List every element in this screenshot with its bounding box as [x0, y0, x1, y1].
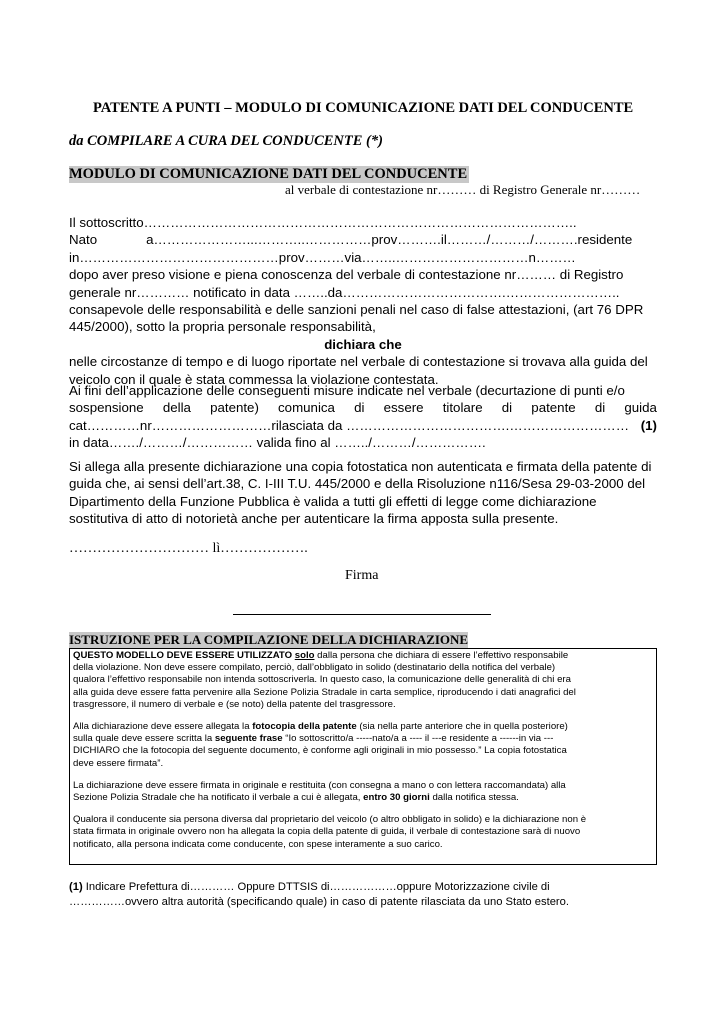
instructions-paragraph-3: [73, 780, 653, 804]
place-date-field: ………………………… lì……………….: [69, 541, 308, 556]
text: notificato, alla persona indicata come conducente, con spese interamente a suo carico.: [73, 838, 443, 850]
license-section: [69, 382, 657, 452]
text: alla guida deve essere fatta pervenire alla Sezione Polizia Stradale in carta semplice, riproducendo i dati anagrafici del: [73, 686, 576, 698]
text: sulla quale deve essere scritta la: [73, 733, 213, 745]
text: trasgressore, il numero di verbale e (se noto) della patente del trasgressore.: [73, 698, 396, 710]
underlined-text: solo: [294, 650, 315, 661]
text: La dichiarazione deve essere firmata in originale e restituita (con consegna a mano o con lettera raccomandata) alla: [73, 779, 566, 791]
instructions-paragraph-4: [73, 814, 653, 851]
instructions-paragraph-1: [73, 650, 653, 711]
fini-line: Ai fini dell’applicazione delle conseguenti misure indicate nel verbale (decurtazione di punti e/o: [69, 383, 625, 398]
bold-text: QUESTO MODELLO DEVE ESSERE UTILIZZATO: [73, 650, 293, 661]
allega-line-4: sostitutiva di atto di notorietà anche per autenticare la firma apposta sulla presente.: [69, 511, 559, 527]
text: Sezione Polizia Stradale che ha notificato il verbale a cui è allegata,: [73, 792, 361, 804]
sottoscritto-line: Il sottoscritto……………………………………………………………………………………..: [69, 215, 577, 230]
word: di: [594, 400, 606, 416]
footnote-ref: (1): [640, 417, 657, 433]
verbale-reference: al verbale di contestazione nr……… di Registro Generale nr………: [285, 182, 641, 197]
instructions-box: [69, 648, 657, 865]
nato-line: [69, 231, 657, 248]
text: Indicare Prefettura di………… Oppure DTTSIS di………………oppure Motorizzazione civile di: [85, 881, 550, 893]
text: deve essere firmata”.: [73, 757, 164, 769]
bold-text: entro 30 giorni: [363, 792, 430, 804]
categoria-fields: cat…………nr………………………rilasciata da ……………………………….………………………: [69, 417, 629, 433]
nato-label: Nato: [69, 232, 98, 248]
text: DICHIARO che la fotocopia del seguente documento, è conforme agli originali in mio possesso.” La copia fotostatica: [73, 745, 567, 757]
verbale-visione-line: dopo aver preso visione e piena conoscenza del verbale di contestazione nr……… di Registro: [69, 267, 624, 283]
text: Alla dichiarazione deve essere allegata la: [73, 721, 250, 733]
validita-line: in data……./………/…………… valida fino al ……../………/…………….: [69, 435, 486, 451]
consapevole-line: consapevole delle responsabilità e delle sanzioni penali nel caso di false attestazioni, (art 76 DPR: [69, 302, 644, 318]
allega-line-3: Dipartimento della Funzione Pubblica è valida a tutti gli effetti di legge come dichiarazione: [69, 493, 597, 509]
text: (sia nella parte anteriore che in quella posteriore): [359, 721, 568, 733]
declarant-form: [69, 214, 657, 388]
veicolo-line: veicolo con il quale è stata commessa la violazione contestata.: [69, 371, 439, 387]
word: di: [501, 400, 513, 416]
word: essere: [383, 400, 424, 416]
word: titolare: [442, 400, 483, 416]
bold-text: fotocopia della patente: [252, 721, 357, 733]
categoria-line: [69, 417, 657, 434]
text: ……………ovvero altra autorità (specificando quale) in caso di patente rilasciata da uno Stato estero.: [69, 895, 569, 908]
word: comunica: [278, 400, 335, 416]
allega-line-2: guida che, ai sensi dell’art.38, C. I-III T.U. 445/2000 e della Risoluzione n116/Sesa 29-03-2000 del: [69, 476, 646, 492]
dichiara-heading: dichiara che: [324, 336, 402, 352]
sospensione-line: [69, 399, 657, 416]
notifica-line: generale nr………… notificato in data ……..da……………………………….……………………..: [69, 284, 620, 300]
signature-line: [233, 614, 491, 615]
word: guida: [624, 400, 657, 416]
word: di: [354, 400, 365, 416]
nato-fields: a…………………...………..……………prov……….il………/………/……….residente: [146, 232, 633, 248]
module-heading: MODULO DI COMUNICAZIONE DATI DEL CONDUCENTE: [69, 166, 468, 182]
text: dalla persona che dichiara di essere l’effettivo responsabile: [317, 650, 569, 661]
bold-text: seguente frase: [214, 733, 283, 745]
circostanze-line: nelle circostanze di tempo e di luogo riportate nel verbale di contestazione si trovava alla guida del: [69, 354, 648, 370]
word: patente: [531, 400, 576, 416]
footnote-marker: (1): [69, 881, 83, 893]
text: della violazione. Non deve essere compilato, perciò, dall’obbligato in solido (destinatario della notifica del verbale): [73, 662, 556, 674]
text: qualora l’effettivo responsabile non intenda sottoscriverla. In questo caso, la comunicazione delle generalità di chi era: [73, 674, 571, 686]
word: sospensione: [69, 400, 144, 416]
signature-label: Firma: [345, 568, 379, 583]
residenza-line: in………………………………………prov………via……..…………………………n………: [69, 249, 576, 265]
word: patente): [210, 400, 259, 416]
dpr-line: 445/2000), sotto la propria personale responsabilità,: [69, 319, 376, 335]
document-title: PATENTE A PUNTI – MODULO DI COMUNICAZIONE DATI DEL CONDUCENTE: [93, 100, 634, 116]
text: “Io sottoscritto/a -----nato/a a ---- il ---e residente a ------in via ---: [285, 733, 554, 745]
text: stata firmata in originale ovvero non ha allegata la copia della patente di guida, il verbale di contestazione sarà di nuovo: [73, 826, 581, 838]
instructions-paragraph-2: [73, 721, 653, 770]
text: dalla notifica stessa.: [432, 792, 519, 804]
allega-section: [69, 458, 657, 528]
footnote: [69, 880, 657, 909]
word: della: [162, 400, 191, 416]
document-subtitle: da COMPILARE A CURA DEL CONDUCENTE (*): [69, 133, 383, 149]
allega-line-1: Si allega alla presente dichiarazione una copia fotostatica non autenticata e firmata della patente di: [69, 459, 652, 474]
instructions-heading: ISTRUZIONE PER LA COMPILAZIONE DELLA DICHIARAZIONE: [69, 632, 469, 647]
text: Qualora il conducente sia persona diversa dal proprietario del veicolo (o altro obbligato in solido) e la dichiarazione non è: [73, 814, 587, 826]
